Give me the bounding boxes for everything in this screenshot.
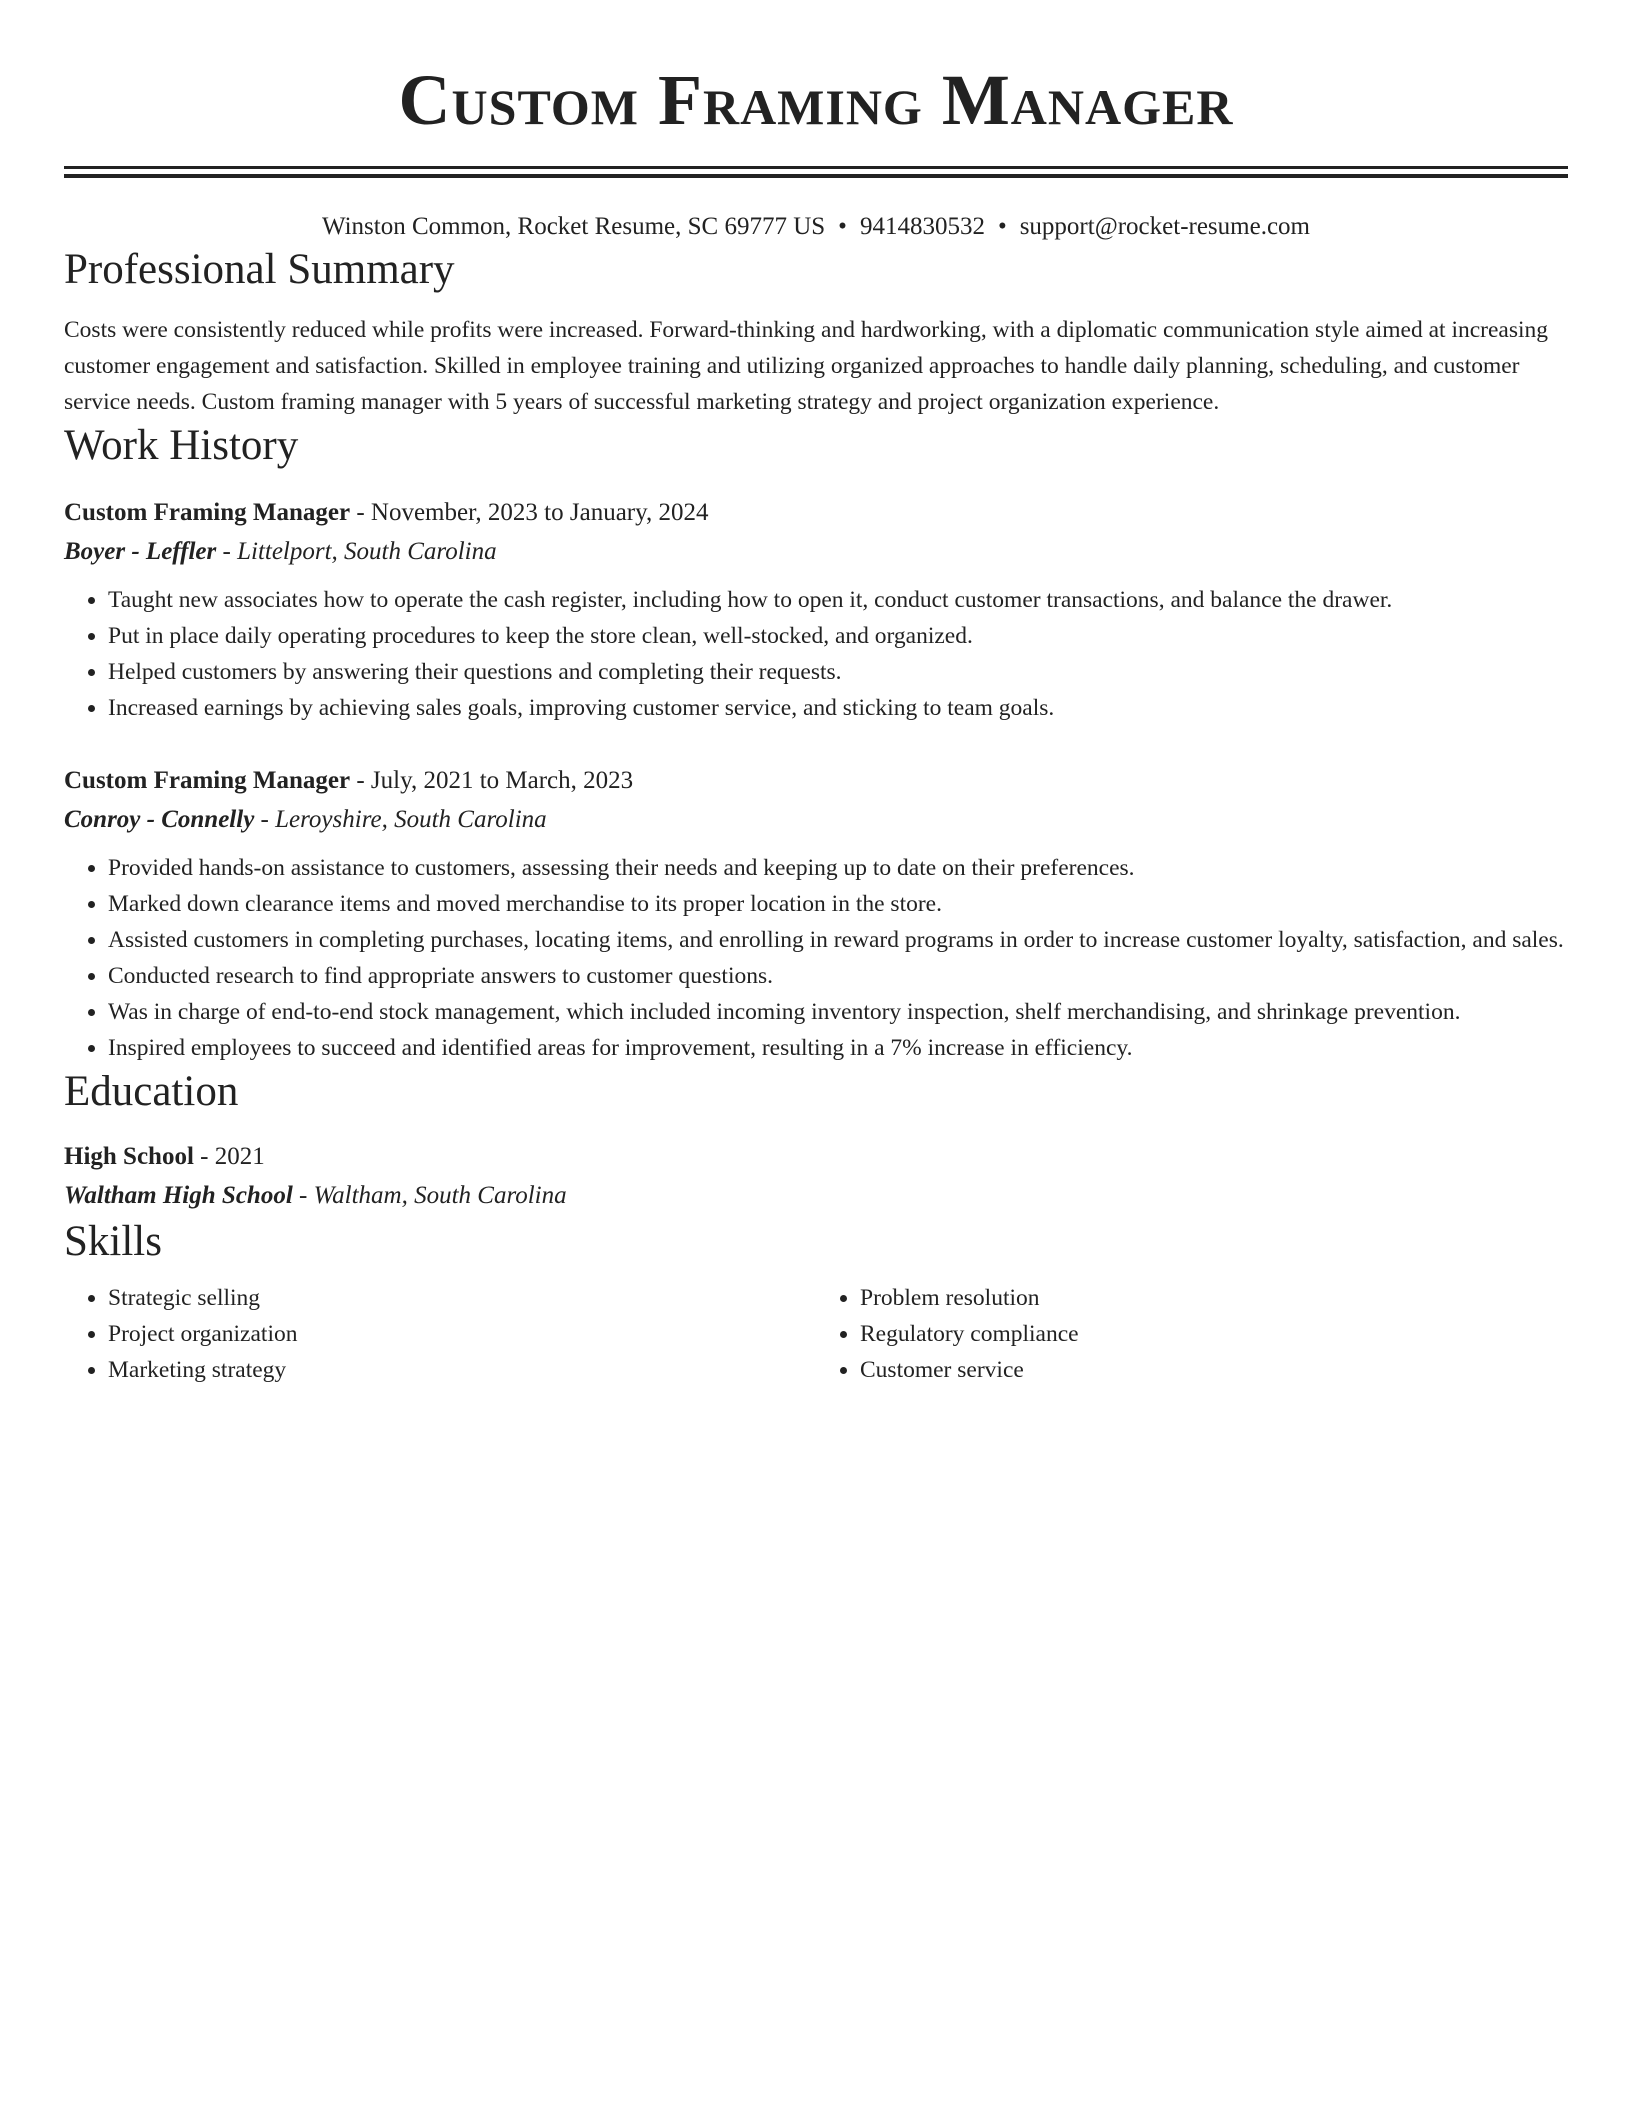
employer-name: Boyer - Leffler (64, 538, 217, 565)
work-history-heading: Work History (64, 422, 299, 469)
job-dates: - November, 2023 to January, 2024 (350, 499, 709, 526)
graduation-year: - 2021 (193, 1143, 265, 1170)
job-dates: - July, 2021 to March, 2023 (350, 767, 634, 794)
job-duties-list (64, 850, 1568, 1066)
job-duty: • Assisted customers in completing purchases, locating items, and enrolling in reward programs in order to increase customer loyalty, satisfaction, and sales. (108, 922, 1568, 958)
contact-separator: • (997, 213, 1007, 240)
job-title-line (64, 762, 1568, 800)
employer-name: Conroy - Connelly (64, 806, 255, 833)
degree-name: High School (64, 1143, 194, 1170)
skill-item: • Strategic selling (108, 1280, 816, 1316)
skill-item: • Marketing strategy (108, 1352, 816, 1388)
school-name: Waltham High School (64, 1182, 293, 1209)
skill-item: • Regulatory compliance (860, 1316, 1568, 1352)
job-title-line (64, 494, 1568, 532)
contact-separator: • (838, 213, 847, 240)
skill-item: • Problem resolution (860, 1280, 1568, 1316)
education-entry (64, 1138, 1568, 1216)
job-duty: • Conducted research to find appropriate answers to customer questions. (108, 958, 1568, 994)
job-duties-list (64, 582, 1568, 726)
skills-heading: Skills (64, 1218, 162, 1265)
degree-line (64, 1138, 1568, 1176)
skills-list-left (64, 1280, 816, 1388)
job-duty: • Marked down clearance items and moved merchandise to its proper location in the store. (108, 886, 1568, 922)
skills-list-right (816, 1280, 1568, 1388)
employer-location: - Littelport, South Carolina (216, 538, 497, 565)
employer-line (64, 800, 1568, 840)
skill-item: • Customer service (860, 1352, 1568, 1388)
skill-item: • Project organization (108, 1316, 816, 1352)
job-duty: • Increased earnings by achieving sales goals, improving customer service, and sticking to team goals. (108, 690, 1568, 726)
education-heading: Education (64, 1068, 239, 1115)
job-duty: • Put in place daily operating procedures to keep the store clean, well-stocked, and organized. (108, 618, 1568, 654)
job-duty: • Inspired employees to succeed and identified areas for improvement, resulting in a 7% increase in efficiency. (108, 1030, 1568, 1066)
job-duty: • Provided hands-on assistance to customers, assessing their needs and keeping up to date on their preferences. (108, 850, 1568, 886)
job-entry (64, 762, 1568, 1066)
contact-address: Winston Common, Rocket Resume, SC 69777 US (321, 213, 826, 240)
contact-phone: 9414830532 (859, 213, 985, 240)
school-location: - Waltham, South Carolina (292, 1182, 567, 1209)
resume-name: Custom Framing Manager (398, 60, 1234, 140)
skills-grid (64, 1280, 1568, 1388)
employer-line (64, 532, 1568, 572)
job-entry (64, 494, 1568, 726)
job-title: Custom Framing Manager (64, 499, 351, 526)
contact-line (64, 210, 1568, 244)
school-line (64, 1176, 1568, 1216)
job-duty: • Helped customers by answering their questions and completing their requests. (108, 654, 1568, 690)
summary-heading: Professional Summary (64, 246, 455, 293)
employer-location: - Leroyshire, South Carolina (254, 806, 547, 833)
contact-email: support@rocket-resume.com (1019, 213, 1310, 240)
summary-text: Costs were consistently reduced while profits were increased. Forward-thinking and hardworking, with a diplomatic communication style aimed at increasing customer engagement and satisfaction. Skilled in employee training and utilizing organized approaches to handle daily planning, scheduling, and customer service needs. Custom framing manager with 5 years of successful marketing strategy and project organization experience. (64, 317, 1549, 415)
job-duty: • Taught new associates how to operate the cash register, including how to open it, conduct customer transactions, and balance the drawer. (108, 582, 1568, 618)
job-title: Custom Framing Manager (64, 767, 351, 794)
header-divider (64, 166, 1568, 178)
job-duty: • Was in charge of end-to-end stock management, which included incoming inventory inspection, shelf merchandising, and shrinkage prevention. (108, 994, 1568, 1030)
